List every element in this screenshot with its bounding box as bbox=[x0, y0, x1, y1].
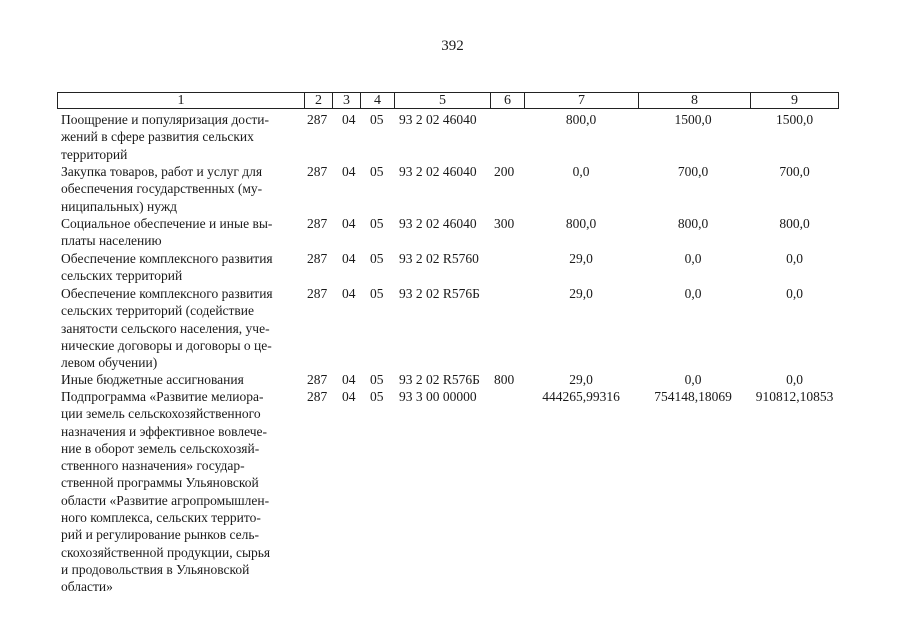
desc-line: Иные бюджетные ассигнования bbox=[61, 372, 244, 387]
desc-line: обеспечения государственных (му- bbox=[61, 181, 263, 197]
desc-line: ственного назначения» государ- bbox=[61, 458, 245, 474]
cell-col-7: 29,0 bbox=[569, 372, 593, 387]
cell-col-5: 93 2 02 R5760 bbox=[399, 251, 479, 266]
row-description bbox=[61, 388, 299, 596]
cell-col-5: 93 2 02 46040 bbox=[399, 164, 477, 179]
header-col-9: 9 bbox=[750, 93, 838, 108]
cell-col-7: 0,0 bbox=[572, 164, 590, 179]
desc-line: нические договоры и договоры о це- bbox=[61, 337, 272, 353]
cell-col-4: 05 bbox=[370, 251, 384, 266]
cell-col-4: 05 bbox=[370, 389, 384, 404]
cell-col-4: 05 bbox=[370, 164, 384, 179]
cell-col-2: 287 bbox=[307, 164, 328, 179]
row-description bbox=[61, 215, 299, 250]
row-description bbox=[61, 371, 299, 388]
cell-col-9: 0,0 bbox=[786, 251, 803, 266]
cell-col-7: 800,0 bbox=[565, 112, 597, 127]
cell-col-5: 93 2 02 R576Б bbox=[399, 372, 480, 387]
page-number: 392 bbox=[441, 38, 464, 54]
header-col-7: 7 bbox=[524, 93, 638, 108]
header-col-6: 6 bbox=[490, 93, 524, 108]
cell-col-9: 0,0 bbox=[786, 372, 803, 387]
desc-line: сельских территорий bbox=[61, 268, 183, 284]
desc-line: области «Развитие агропромышлен- bbox=[61, 492, 270, 508]
cell-col-7: 444265,99316 bbox=[542, 389, 620, 404]
desc-line: рий и регулирование рынков сель- bbox=[61, 527, 260, 543]
cell-col-2: 287 bbox=[307, 112, 328, 127]
cell-col-9: 700,0 bbox=[779, 164, 810, 179]
cell-col-5: 93 3 00 00000 bbox=[399, 389, 477, 404]
cell-col-4: 05 bbox=[370, 216, 384, 231]
desc-line: Подпрограмма «Развитие мелиора- bbox=[61, 389, 264, 404]
header-col-1: 1 bbox=[177, 93, 185, 108]
cell-col-2: 287 bbox=[307, 372, 328, 387]
desc-line: Поощрение и популяризация дости- bbox=[61, 112, 270, 127]
desc-line: и продовольствия в Ульяновской bbox=[61, 561, 250, 577]
desc-line: платы населению bbox=[61, 233, 162, 249]
cell-col-3: 04 bbox=[342, 216, 356, 231]
desc-line: ции земель сельскохозяйственного bbox=[61, 406, 261, 422]
desc-line: левом обучении) bbox=[61, 355, 158, 371]
desc-line: ного комплекса, сельских террито- bbox=[61, 510, 261, 526]
cell-col-7: 800,0 bbox=[565, 216, 597, 231]
cell-col-2: 287 bbox=[307, 216, 328, 231]
header-col-3: 3 bbox=[332, 93, 360, 108]
cell-col-2: 287 bbox=[307, 286, 328, 301]
table-header bbox=[57, 92, 839, 109]
desc-line: Закупка товаров, работ и услуг для bbox=[61, 164, 263, 179]
cell-col-2: 287 bbox=[307, 251, 328, 266]
row-description bbox=[61, 285, 299, 371]
desc-line: назначения и эффективное вовлече- bbox=[61, 423, 268, 439]
cell-col-6: 800 bbox=[494, 372, 515, 387]
cell-col-9: 910812,10853 bbox=[755, 389, 834, 404]
cell-col-6: 200 bbox=[494, 164, 515, 179]
cell-col-3: 04 bbox=[342, 286, 356, 301]
desc-line: жений в сфере развития сельских bbox=[61, 129, 254, 145]
row-description bbox=[61, 250, 299, 285]
cell-col-6: 300 bbox=[494, 216, 515, 231]
cell-col-5: 93 2 02 R576Б bbox=[399, 286, 480, 301]
desc-line: Социальное обеспечение и иные вы- bbox=[61, 216, 273, 231]
cell-col-5: 93 2 02 46040 bbox=[399, 216, 477, 231]
cell-col-8: 700,0 bbox=[677, 164, 709, 179]
cell-col-8: 0,0 bbox=[684, 251, 702, 266]
cell-col-2: 287 bbox=[307, 389, 328, 404]
header-col-2: 2 bbox=[304, 93, 332, 108]
header-col-5: 5 bbox=[394, 93, 490, 108]
cell-col-8: 1500,0 bbox=[674, 112, 712, 127]
cell-col-3: 04 bbox=[342, 372, 356, 387]
cell-col-9: 1500,0 bbox=[775, 112, 814, 127]
row-description bbox=[61, 111, 299, 163]
cell-col-8: 0,0 bbox=[684, 372, 702, 387]
desc-line: Обеспечение комплексного развития bbox=[61, 286, 273, 301]
cell-col-9: 0,0 bbox=[786, 286, 803, 301]
cell-col-4: 05 bbox=[370, 286, 384, 301]
cell-col-3: 04 bbox=[342, 389, 356, 404]
desc-line: ние в оборот земель сельскохозяй- bbox=[61, 440, 260, 456]
cell-col-4: 05 bbox=[370, 372, 384, 387]
row-description bbox=[61, 163, 299, 215]
cell-col-8: 0,0 bbox=[684, 286, 702, 301]
desc-line: ниципальных) нужд bbox=[61, 198, 178, 214]
header-col-8: 8 bbox=[638, 93, 750, 108]
cell-col-3: 04 bbox=[342, 112, 356, 127]
cell-col-5: 93 2 02 46040 bbox=[399, 112, 477, 127]
desc-line: территорий bbox=[61, 146, 128, 162]
header-col-4: 4 bbox=[360, 93, 394, 108]
cell-col-4: 05 bbox=[370, 112, 384, 127]
desc-line: скохозяйственной продукции, сырья bbox=[61, 544, 271, 560]
cell-col-8: 800,0 bbox=[677, 216, 709, 231]
cell-col-9: 800,0 bbox=[779, 216, 810, 231]
desc-line: области» bbox=[61, 579, 113, 595]
desc-line: Обеспечение комплексного развития bbox=[61, 251, 273, 266]
cell-col-7: 29,0 bbox=[569, 251, 593, 266]
cell-col-3: 04 bbox=[342, 164, 356, 179]
cell-col-8: 754148,18069 bbox=[654, 389, 732, 404]
cell-col-3: 04 bbox=[342, 251, 356, 266]
cell-col-7: 29,0 bbox=[569, 286, 593, 301]
desc-line: ственной программы Ульяновской bbox=[61, 475, 259, 491]
desc-line: сельских территорий (содействие bbox=[61, 303, 255, 319]
desc-line: занятости сельского населения, уче- bbox=[61, 320, 270, 336]
